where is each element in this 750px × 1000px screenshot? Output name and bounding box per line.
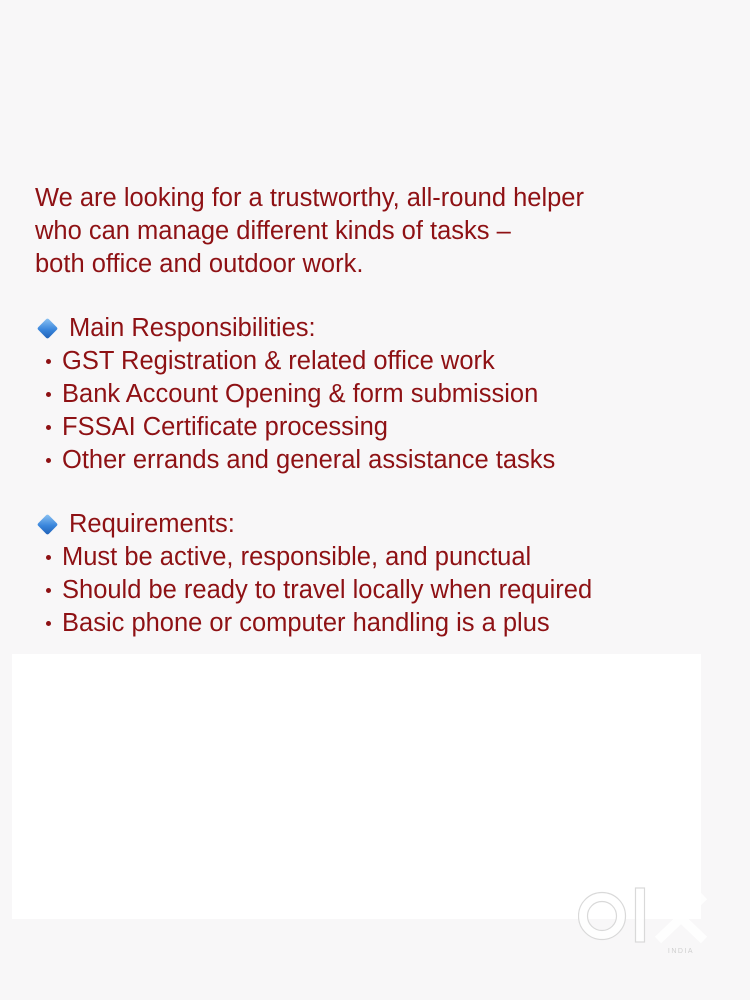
list-item — [35, 574, 725, 607]
requirements-heading-label: Requirements: — [69, 510, 235, 538]
intro-line-2: who can manage different kinds of tasks – — [35, 217, 511, 245]
bullet-icon — [46, 588, 51, 593]
bullet-icon — [46, 359, 51, 364]
bullet-icon — [46, 392, 51, 397]
list-item — [35, 607, 725, 640]
list-item — [35, 541, 725, 574]
intro-line-1: We are looking for a trustworthy, all-round helper — [35, 184, 584, 212]
list-item-text: Should be ready to travel locally when required — [62, 576, 593, 604]
list-item — [35, 378, 725, 411]
list-item — [35, 444, 725, 477]
watermark-sub: INDIA — [667, 948, 695, 955]
list-item-text: GST Registration & related office work — [62, 347, 495, 375]
requirements-heading — [35, 508, 725, 541]
bullet-icon — [46, 555, 51, 560]
responsibilities-heading-label: Main Responsibilities: — [69, 314, 316, 342]
bullet-icon — [46, 621, 51, 626]
bullet-icon — [46, 425, 51, 430]
blank-panel — [12, 654, 701, 919]
olx-watermark-icon — [578, 884, 713, 956]
intro-line-3: both office and outdoor work. — [35, 250, 364, 278]
bullet-icon — [46, 458, 51, 463]
list-item-text: Must be active, responsible, and punctual — [62, 543, 532, 571]
blue-diamond-icon — [37, 514, 58, 535]
job-description — [35, 182, 725, 640]
responsibilities-heading — [35, 312, 725, 345]
list-item-text: Basic phone or computer handling is a plus — [62, 609, 550, 637]
list-item — [35, 411, 725, 444]
list-item-text: Bank Account Opening & form submission — [62, 380, 539, 408]
list-item-text: Other errands and general assistance tasks — [62, 446, 556, 474]
list-item-text: FSSAI Certificate processing — [62, 413, 388, 441]
blue-diamond-icon — [37, 318, 58, 339]
list-item — [35, 345, 725, 378]
